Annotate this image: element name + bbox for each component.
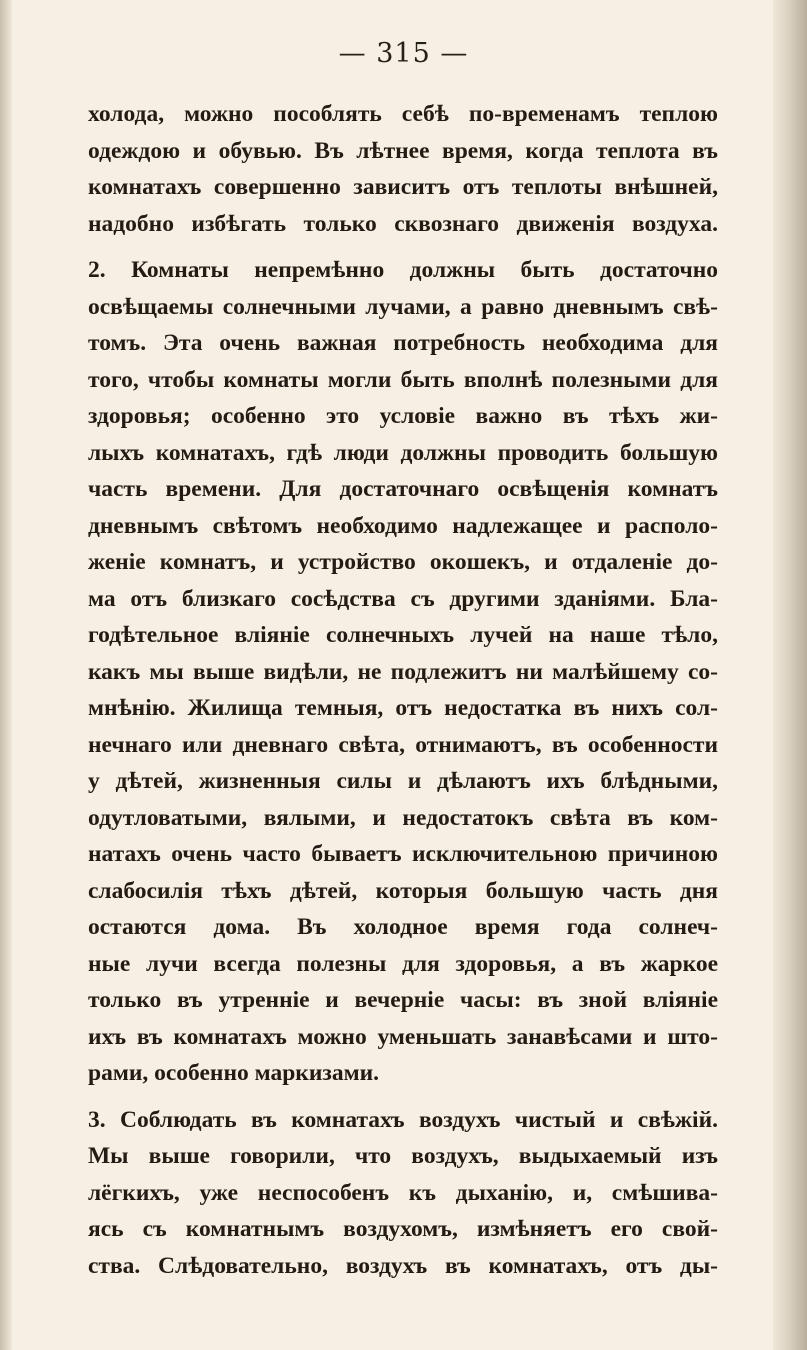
paragraph xyxy=(88,96,718,242)
text-line: какъ мы выше видѣли, не подлежитъ ни малѣйшему со- xyxy=(88,658,718,685)
text-line: 3. Соблюдать въ комнатахъ воздухъ чистый и свѣжій. xyxy=(88,1106,718,1133)
text-line: ихъ въ комнатахъ можно уменьшать занавѣсами и што- xyxy=(88,1023,718,1050)
page-right-edge xyxy=(773,0,807,1350)
text-line: холода, можно пособлять себѣ по-временамъ теплою xyxy=(88,101,718,127)
text-line: лёгкихъ, уже неспособенъ къ дыханію, и, смѣшива- xyxy=(88,1179,718,1206)
body-text xyxy=(88,96,718,1284)
text-line: слабосилія тѣхъ дѣтей, которыя большую часть дня xyxy=(88,877,718,904)
page-number: — 315 — xyxy=(338,38,469,69)
text-line: часть времени. Для достаточнаго освѣщенія комнатъ xyxy=(88,476,718,502)
text-line: мнѣнію. Жилища темныя, отъ недостатка въ нихъ сол- xyxy=(88,695,718,721)
text-line: только въ утренніе и вечерніе часы: въ зной вліяніе xyxy=(88,987,718,1013)
text-line: одеждою и обувью. Въ лѣтнее время, когда теплота въ xyxy=(88,137,718,164)
text-line: освѣщаемы солнечными лучами, а равно дневнымъ свѣ- xyxy=(88,293,718,320)
text-line: у дѣтей, жизненныя силы и дѣлаютъ ихъ блѣдными, xyxy=(88,768,718,794)
text-line: здоровья; особенно это условіе важно въ тѣхъ жи- xyxy=(88,403,718,429)
text-line: ные лучи всегда полезны для здоровья, а въ жаркое xyxy=(88,950,718,977)
text-line: комнатахъ совершенно зависитъ отъ теплоты внѣшней, xyxy=(88,174,718,200)
text-line: годѣтельное вліяніе солнечныхъ лучей на наше тѣло, xyxy=(88,622,718,648)
paragraph xyxy=(88,252,718,1092)
text-line: остаются дома. Въ холодное время года солнеч- xyxy=(88,914,718,940)
text-line: женіе комнатъ, и устройство окошекъ, и отдаленіе до- xyxy=(88,549,718,575)
text-line: ясь съ комнатнымъ воздухомъ, измѣняетъ его свой- xyxy=(88,1216,718,1242)
text-line: ма отъ близкаго сосѣдства съ другими зданіями. Бла- xyxy=(88,585,718,612)
text-line: 2. Комнаты непремѣнно должны быть достаточно xyxy=(88,257,718,283)
text-line: того, чтобы комнаты могли быть вполнѣ полезными для xyxy=(88,366,718,393)
text-line: рами, особенно маркизами. xyxy=(88,1060,379,1086)
text-line: натахъ очень часто бываетъ исключительною причиною xyxy=(88,841,718,867)
page-left-edge xyxy=(0,0,12,1350)
text-line: надобно избѣгать только сквознаго движенія воздуха. xyxy=(88,210,718,237)
text-line: одутловатыми, вялыми, и недостатокъ свѣта въ ком- xyxy=(88,804,718,831)
paragraph xyxy=(88,1102,718,1285)
text-line: лыхъ комнатахъ, гдѣ люди должны проводить большую xyxy=(88,439,718,466)
text-line: нечнаго или дневнаго свѣта, отнимаютъ, въ особенности xyxy=(88,731,718,758)
text-line: дневнымъ свѣтомъ необходимо надлежащее и располо- xyxy=(88,512,718,539)
text-line: Мы выше говорили, что воздухъ, выдыхаемый изъ xyxy=(88,1143,718,1169)
text-line: ства. Слѣдовательно, воздухъ въ комнатахъ, отъ ды- xyxy=(88,1252,718,1279)
text-line: томъ. Эта очень важная потребность необходима для xyxy=(88,330,718,356)
